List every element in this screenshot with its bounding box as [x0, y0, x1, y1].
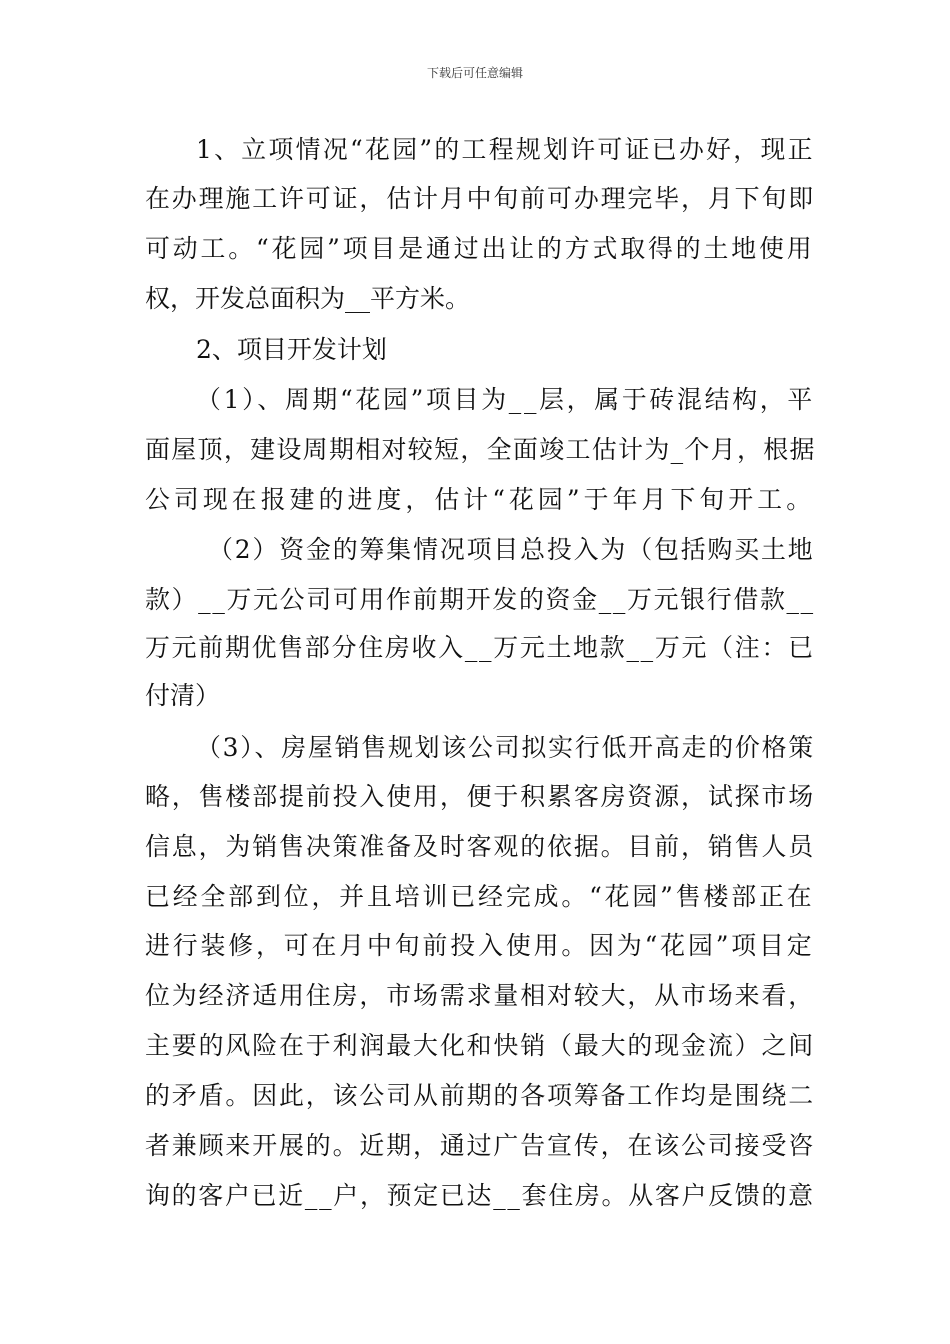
text-line: 公司现在报建的进度，估计“花园”于年月下旬开工。	[145, 485, 816, 514]
text-line: （3）、房屋销售规划该公司拟实行低开高走的价格策	[196, 733, 815, 762]
text-line: （1）、周期“花园”项目为__层，属于砖混结构，平	[196, 385, 815, 414]
text-line: （2）资金的筹集情况项目总投入为（包括购买土地	[208, 535, 815, 564]
text-line: 进行装修，可在月中旬前投入使用。因为“花园”项目定	[145, 931, 815, 960]
text-line: 权，开发总面积为__平方米。	[145, 284, 471, 313]
text-line: 信息，为销售决策准备及时客观的依据。目前，销售人员	[145, 832, 816, 861]
text-line: 位为经济适用住房，市场需求量相对较大，从市场来看，	[145, 981, 816, 1010]
text-line: 已经全部到位，并且培训已经完成。“花园”售楼部正在	[145, 882, 815, 911]
text-line: 款）__万元公司可用作前期开发的资金__万元银行借款__	[145, 585, 815, 614]
page-header: 下载后可任意编辑	[426, 66, 523, 80]
text-line: 面屋顶，建设周期相对较短，全面竣工估计为_个月，根据	[145, 435, 816, 464]
text-line: 1、立项情况“花园”的工程规划许可证已办好，现正	[196, 135, 815, 164]
text-line: 略，售楼部提前投入使用，便于积累客房资源，试探市场	[145, 782, 816, 811]
text-line: 在办理施工许可证，估计月中旬前可办理完毕，月下旬即	[145, 184, 816, 213]
text-line: 询的客户已近__户，预定已达__套住房。从客户反馈的意	[145, 1181, 815, 1210]
text-line: 付清）	[145, 681, 221, 710]
text-line: 万元前期优售部分住房收入__万元土地款__万元（注：已	[145, 633, 815, 662]
text-line: 的矛盾。因此，该公司从前期的各项筹备工作均是围绕二	[145, 1081, 816, 1110]
text-line: 主要的风险在于利润最大化和快销（最大的现金流）之间	[145, 1031, 816, 1060]
text-line: 可动工。“花园”项目是通过出让的方式取得的土地使用	[145, 234, 815, 263]
section-heading: 2、项目开发计划	[196, 335, 387, 364]
text-line: 者兼顾来开展的。近期，通过广告宣传，在该公司接受咨	[145, 1131, 816, 1160]
